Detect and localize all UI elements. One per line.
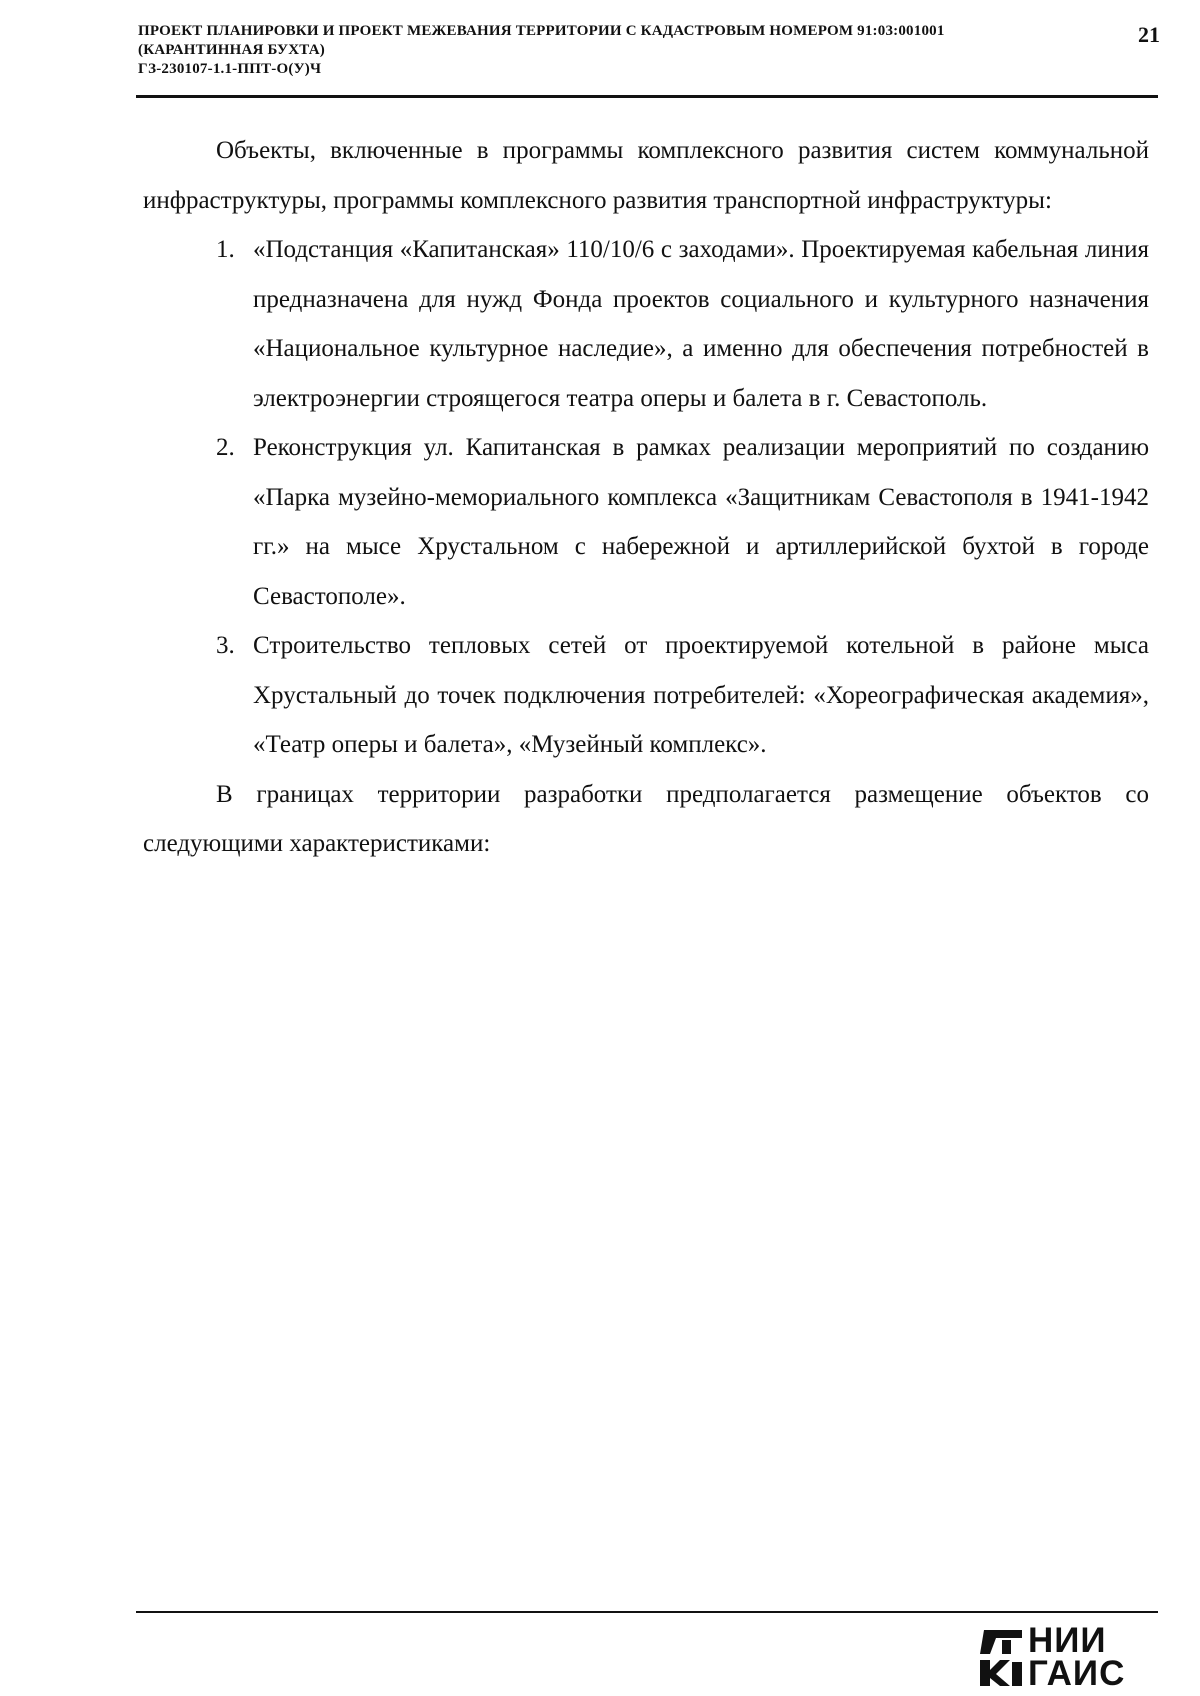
logo-mark-icon — [976, 1628, 1024, 1688]
logo-text-line-1: НИИ — [1028, 1621, 1107, 1660]
closing-paragraph: В границах территории разработки предполагается размещение объектов со следующими характеристиками: — [143, 780, 1149, 857]
list-item — [143, 621, 1149, 770]
list-item — [143, 423, 1149, 621]
logo-text-line-2: ГАИС — [1028, 1654, 1126, 1693]
organization-logo — [976, 1621, 1172, 1693]
list-item-number: 2. — [216, 434, 235, 461]
list-item-number: 3. — [216, 632, 235, 659]
page-number: 21 — [1138, 22, 1160, 47]
objects-list — [143, 225, 1149, 770]
document-header — [138, 22, 1158, 79]
list-item-text: Реконструкция ул. Капитанская в рамках реализации мероприятий по созданию «Парка музейно-мемориального комплекса «Защитникам Севастополя в 1941-1942 гг.» на мысе Хрустальном с набережной и артиллерийской бухтой в городе Севастополе». — [253, 434, 1149, 610]
header-document-code: ГЗ-230107-1.1-ППТ-О(У)Ч — [138, 61, 322, 77]
logo-text — [1028, 1621, 1126, 1693]
list-item-number: 1. — [216, 236, 235, 263]
intro-paragraph: Объекты, включенные в программы комплексного развития систем коммунальной инфраструктуры, программы комплексного развития транспортной инфраструктуры: — [143, 137, 1149, 214]
list-item-text: «Подстанция «Капитанская» 110/10/6 с заходами». Проектируемая кабельная линия предназначена для нужд Фонда проектов социального и культурного назначения «Национальное культурное наследие», а именно для обеспечения потребностей в электроэнергии строящегося театра оперы и балета в г. Севастополь. — [253, 236, 1149, 412]
header-title-line-1: ПРОЕКТ ПЛАНИРОВКИ И ПРОЕКТ МЕЖЕВАНИЯ ТЕРРИТОРИИ С КАДАСТРОВЫМ НОМЕРОМ 91:03:001001 — [138, 23, 945, 39]
footer-divider — [136, 1611, 1158, 1613]
list-item-text: Строительство тепловых сетей от проектируемой котельной в районе мыса Хрустальный до точек подключения потребителей: «Хореографическая академия», «Театр оперы и балета», «Музейный комплекс». — [253, 632, 1149, 758]
list-item — [143, 225, 1149, 423]
document-body — [143, 126, 1149, 869]
header-title-line-2: (КАРАНТИННАЯ БУХТА) — [138, 42, 325, 58]
header-divider — [136, 95, 1158, 98]
